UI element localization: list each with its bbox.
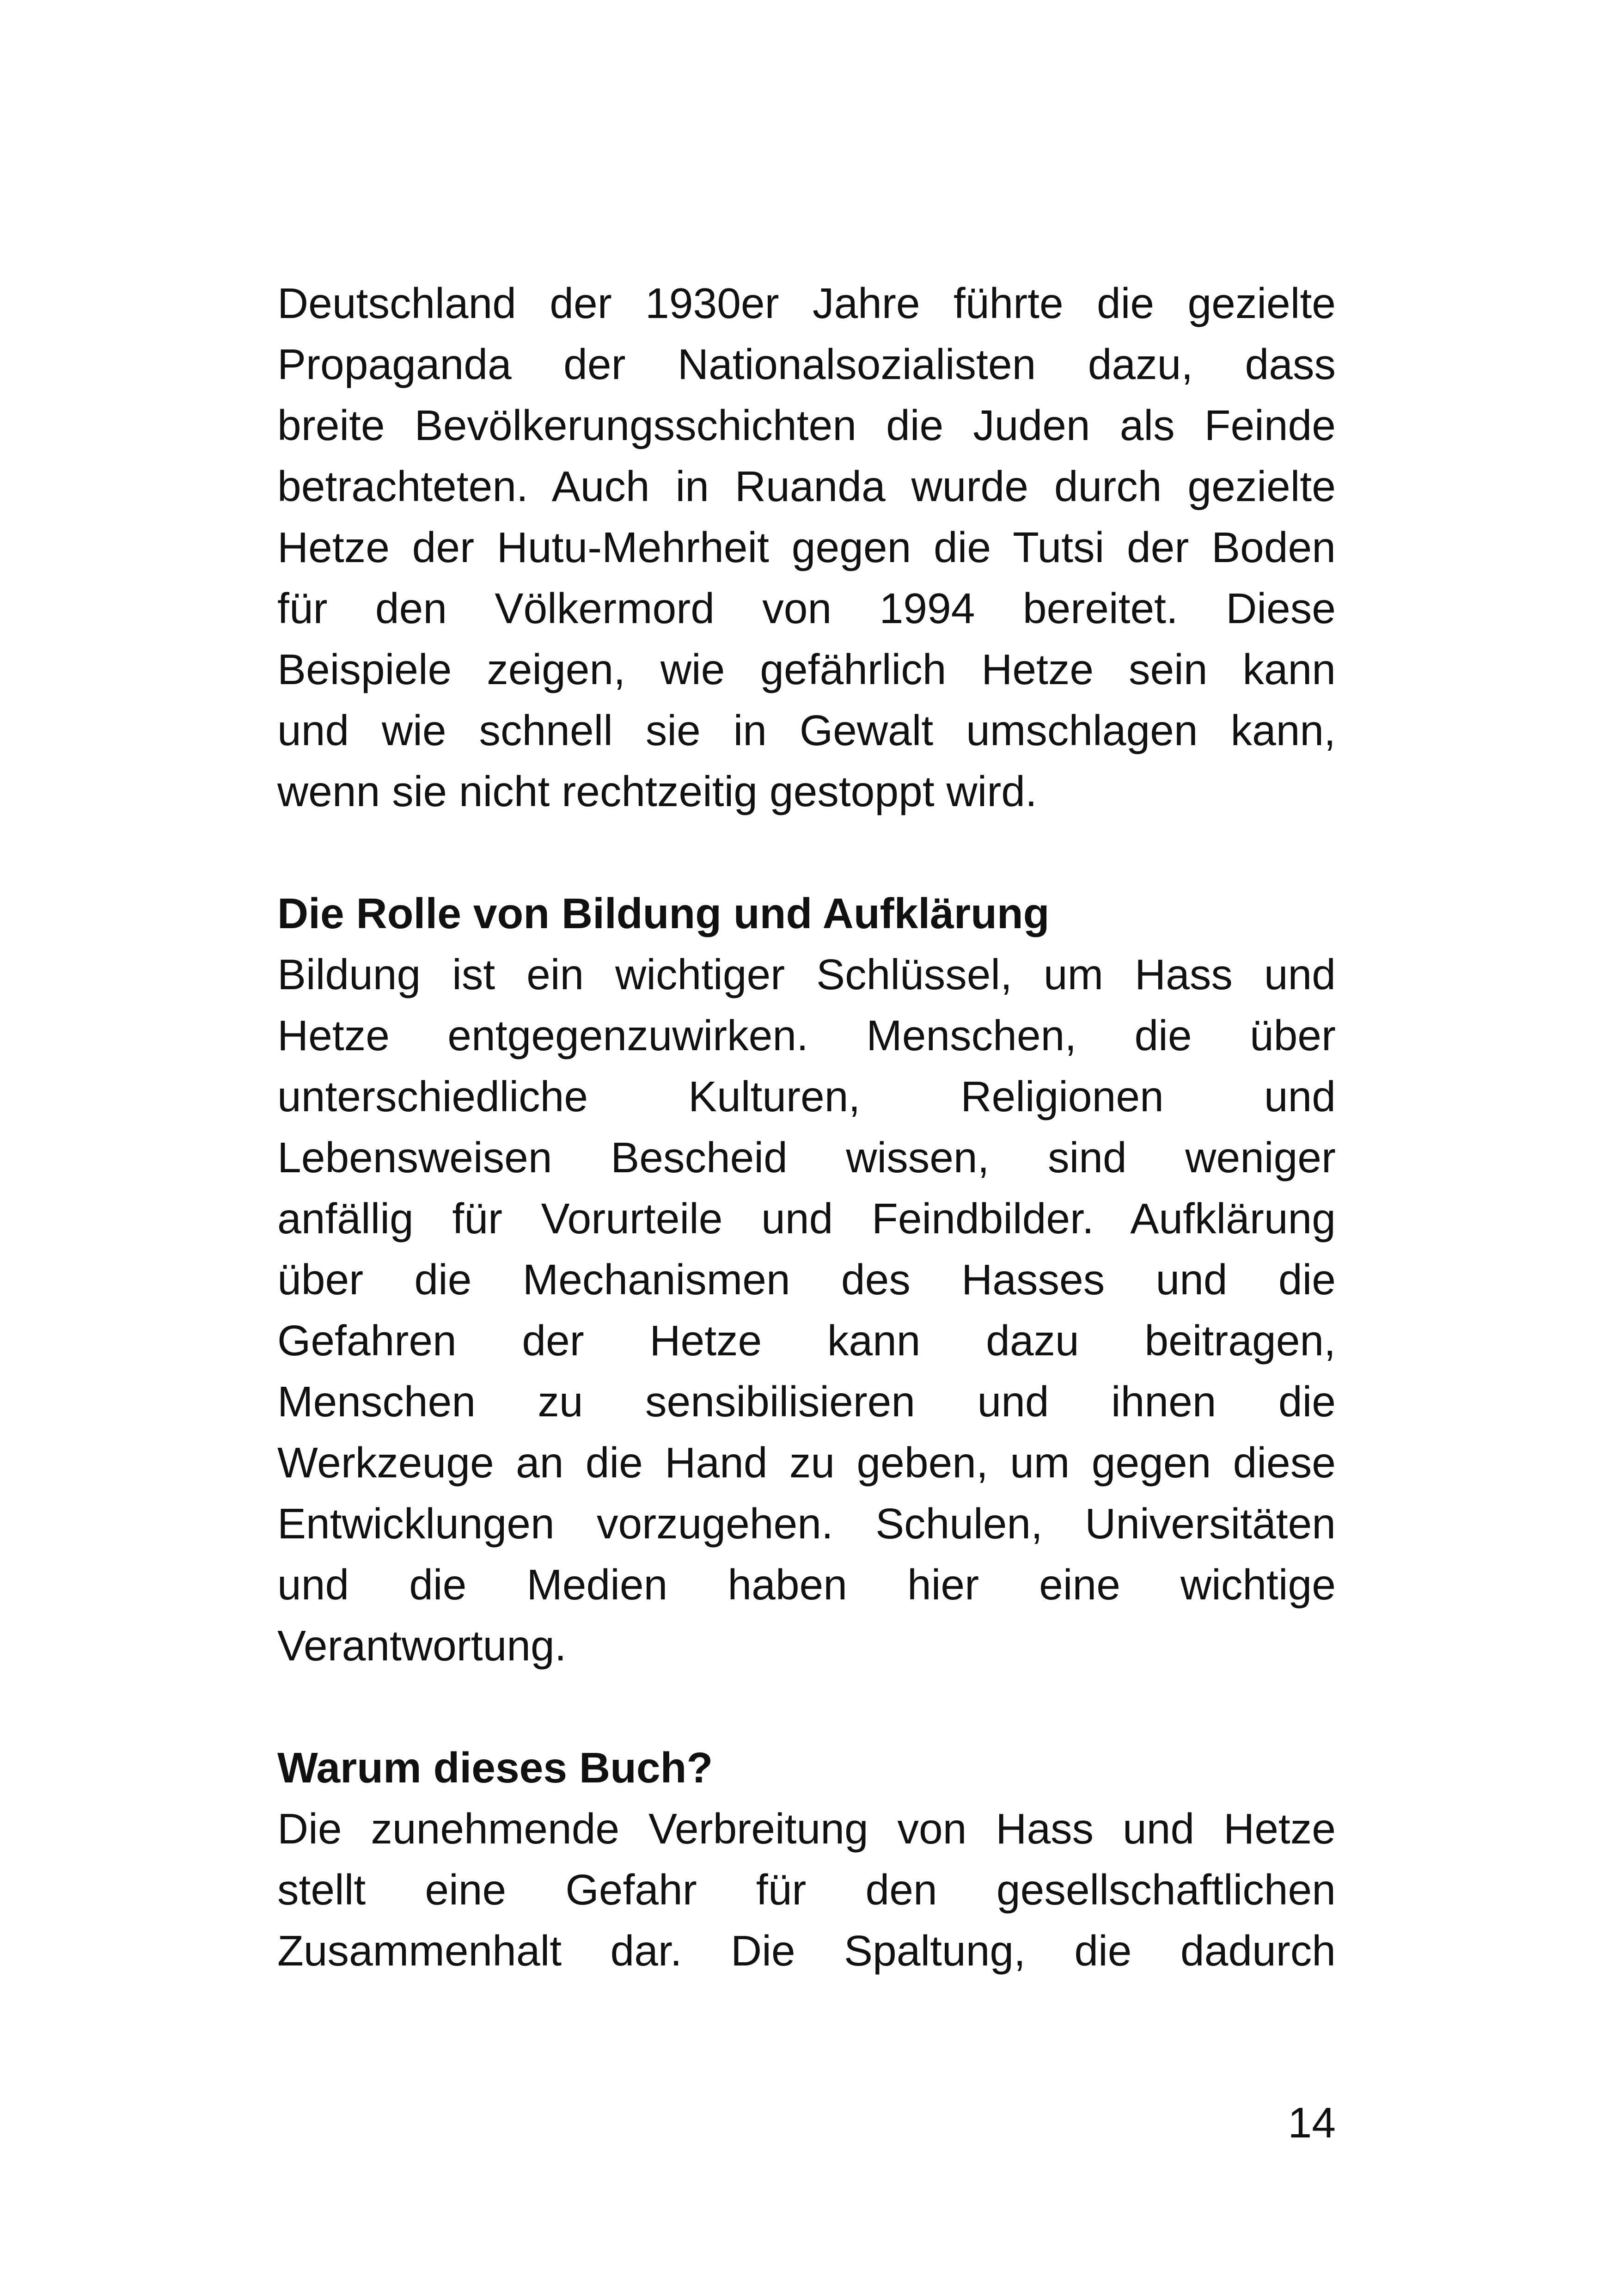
text-line: Gefahren der Hetze kann dazu beitragen, xyxy=(277,1316,1336,1365)
text-line: Zusammenhalt dar. Die Spaltung, die dadurch xyxy=(277,1927,1336,1975)
text-line: Entwicklungen vorzugehen. Schulen, Universitäten xyxy=(277,1500,1336,1548)
text-line: Hetze der Hutu-Mehrheit gegen die Tutsi der Boden xyxy=(277,523,1336,571)
section-heading-warum: Warum dieses Buch? xyxy=(277,1744,713,1792)
text-line: für den Völkermord von 1994 bereitet. Diese xyxy=(277,584,1336,632)
text-line: stellt eine Gefahr für den gesellschaftlichen xyxy=(277,1866,1336,1914)
text-line: unterschiedliche Kulturen, Religionen und xyxy=(277,1072,1336,1120)
text-line: Werkzeuge an die Hand zu geben, um gegen diese xyxy=(277,1439,1336,1487)
text-line: wenn sie nicht rechtzeitig gestoppt wird. xyxy=(277,767,1037,815)
page-body xyxy=(277,273,1336,1981)
paragraph-spacer xyxy=(277,1676,1336,1737)
text-line: breite Bevölkerungsschichten die Juden als Feinde xyxy=(277,401,1336,449)
paragraph-2 xyxy=(277,944,1336,1676)
text-line: betrachteten. Auch in Ruanda wurde durch gezielte xyxy=(277,462,1336,510)
text-line: Propaganda der Nationalsozialisten dazu, dass xyxy=(277,340,1336,388)
text-line: Bildung ist ein wichtiger Schlüssel, um Hass und xyxy=(277,950,1336,998)
section-heading-bildung: Die Rolle von Bildung und Aufklärung xyxy=(277,889,1050,937)
page-number: 14 xyxy=(1288,2099,1336,2147)
paragraph-spacer xyxy=(277,822,1336,883)
text-line: über die Mechanismen des Hasses und die xyxy=(277,1255,1336,1304)
text-line: Deutschland der 1930er Jahre führte die gezielte xyxy=(277,279,1336,327)
text-line: anfällig für Vorurteile und Feindbilder. Aufklärung xyxy=(277,1194,1336,1243)
text-line: und die Medien haben hier eine wichtige xyxy=(277,1561,1336,1609)
text-line: Beispiele zeigen, wie gefährlich Hetze sein kann xyxy=(277,645,1336,693)
text-line: Lebensweisen Bescheid wissen, sind weniger xyxy=(277,1133,1336,1182)
text-line: Die zunehmende Verbreitung von Hass und Hetze xyxy=(277,1805,1336,1853)
text-line: Menschen zu sensibilisieren und ihnen die xyxy=(277,1378,1336,1426)
text-line: Hetze entgegenzuwirken. Menschen, die über xyxy=(277,1011,1336,1059)
paragraph-1 xyxy=(277,273,1336,822)
text-line: und wie schnell sie in Gewalt umschlagen kann, xyxy=(277,706,1336,754)
text-line: Verantwortung. xyxy=(277,1622,567,1670)
paragraph-3 xyxy=(277,1798,1336,1981)
